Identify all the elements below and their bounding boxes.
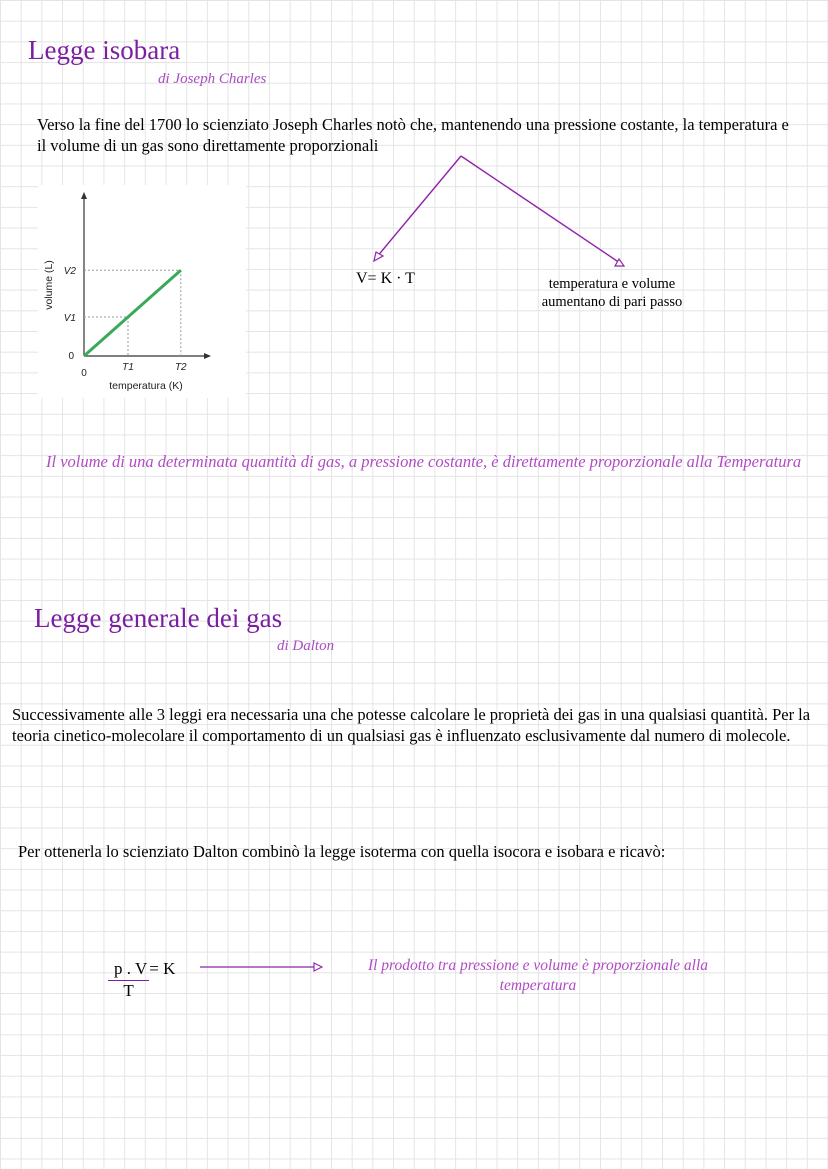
section2-paragraph1: Successivamente alle 3 leggi era necessaria una che potesse calcolare le proprietà dei gas in una qualsiasi quantità. Per la teoria cinetico-molecolare il comportamento di un qualsiasi gas è influenzato esclusivamente dal numero di molecole. [12,705,811,745]
section2-byline: di Dalton [277,638,335,654]
section2-title: Legge generale dei gas [34,603,283,633]
formula-numerator: p . V [108,959,149,981]
section1-intro: Verso la fine del 1700 lo scienziato Joseph Charles notò che, mantenendo una pressione costante, la temperatura e il volume di un gas sono direttamente proporzionali [37,115,789,155]
general-gas-formula [108,959,175,1001]
charles-definition: Il volume di una determinata quantità di gas, a pressione costante, è direttamente proporzionale alla Temperatura [46,452,802,471]
arrowhead-formula [374,252,383,261]
y-tick-0: 0 [68,351,74,362]
charles-note: temperatura e volume aumentano di pari passo [541,276,683,310]
x-tick-0: 0 [81,368,87,379]
concept-arrows [360,150,660,275]
x-axis-label: temperatura (K) [109,380,183,392]
formula-arrow [198,960,328,974]
formula-rhs: = K [149,959,176,978]
formula-denominator: T [123,981,134,1000]
x-tick-t2: T2 [174,362,187,373]
y-tick-v2: V2 [63,266,76,278]
x-tick-t1: T1 [122,362,134,373]
volume-temperature-chart [38,185,248,400]
arrow-to-formula [376,156,461,258]
y-axis-label: volume (L) [43,260,55,310]
charles-formula: V= K · T [356,270,415,287]
section2-paragraph2: Per ottenerla lo scienziato Dalton combinò la legge isoterma con quella isocora e isobara e ricavò: [18,842,666,861]
formula-note: Il prodotto tra pressione e volume è proporzionale alla temperatura [367,957,709,994]
section1-title: Legge isobara [28,35,181,65]
section1-byline: di Joseph Charles [158,71,267,87]
y-tick-v1: V1 [63,313,76,324]
arrow-to-note [461,156,620,263]
